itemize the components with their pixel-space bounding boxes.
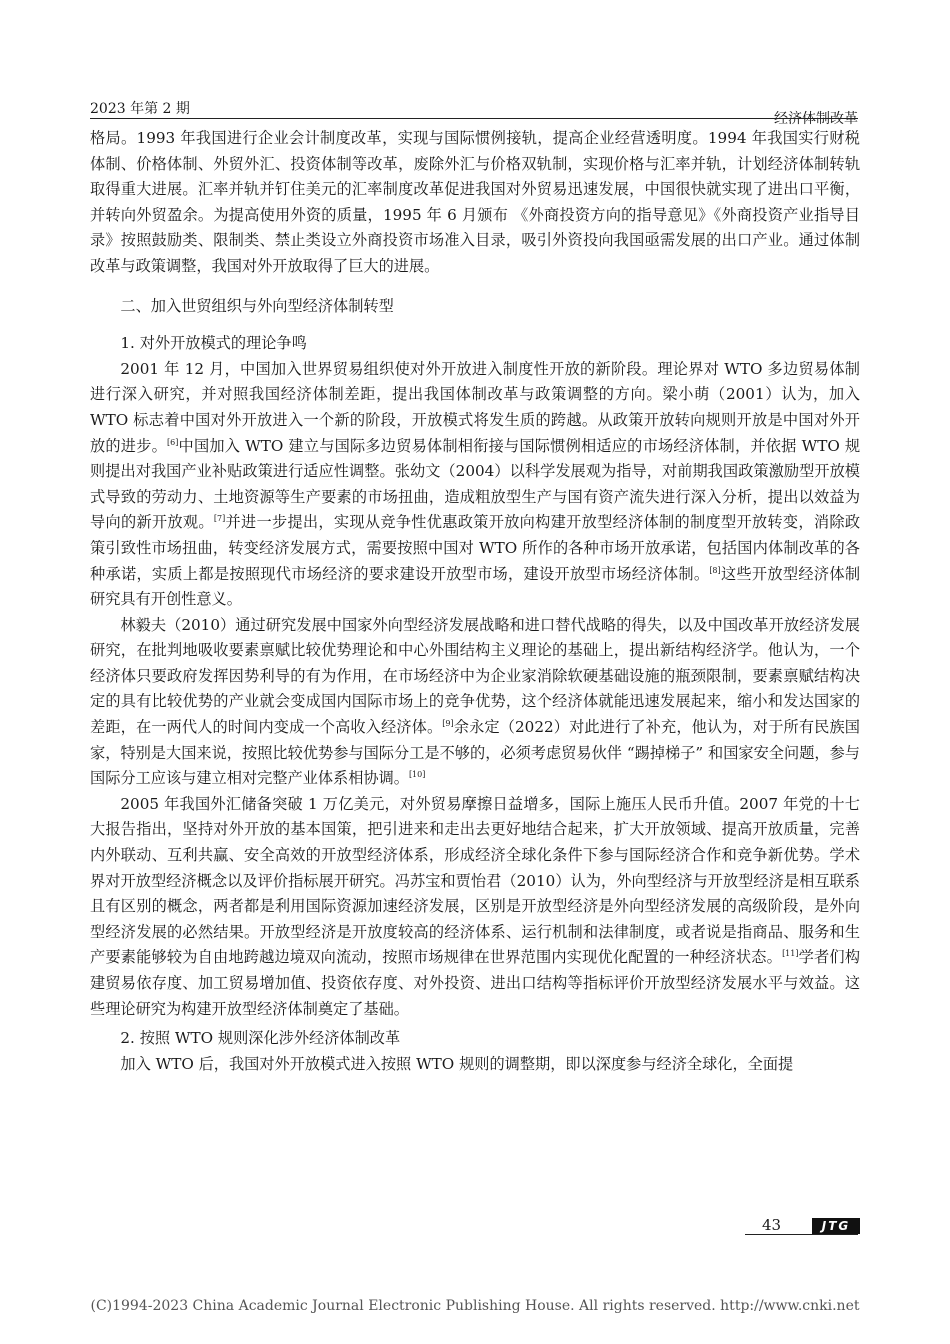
subsection-heading-1: 1. 对外开放模式的理论争鸣 bbox=[120, 334, 307, 353]
paragraph-1-text-c: 并进一步提出，实现从竞争性优惠政策开放向构建开放型经济体制的制度型开放转变，消除政策引致性市场扭曲，转变经济发展方式，需要按照中国对 WTO 所作的各种市场开放承诺，包括国内体制改革的各种承诺，实质上都是按照现代市场经济的要求建设开放型市场，建设开放型市场经济体制。 bbox=[90, 513, 861, 583]
paragraph-1-text-a: 2001 年 12 月，中国加入世界贸易组织使对外开放进入制度性开放的新阶段。理论界对 WTO 多边贸易体制进行深入研究，并对照我国经济体制差距，提出我国体制改革与政策调整的方向。梁小萌（2001）认为，加入 WTO 标志着中国对外开放进入一个新的阶段，开放模式将发生质的跨越。从政策开放转向规则开放是中国对外开放的进步。 bbox=[90, 359, 860, 455]
citation-7: [7] bbox=[213, 514, 226, 524]
article-body bbox=[90, 126, 860, 1077]
paragraph-3-text-b: 学者们构建贸易依存度、加工贸易增加值、投资依存度、对外投资、进出口结构等指标评价开放型经济发展水平与效益。这些理论研究为构建开放型经济体制奠定了基础。 bbox=[90, 948, 861, 1018]
journal-logo: JTG bbox=[812, 1218, 860, 1234]
header-issue: 2023 年第 2 期 bbox=[90, 101, 190, 117]
copyright-notice: (C)1994-2023 China Academic Journal Electronic Publishing House. All rights reserved. http://www.cnki.net bbox=[90, 1298, 860, 1314]
paragraph-continued: 格局。1993 年我国进行企业会计制度改革，实现与国际惯例接轨，提高企业经营透明度。1994 年我国实行财税体制、价格体制、外贸外汇、投资体制等改革，废除外汇与价格双轨制，实现价格与汇率并轨，计划经济体制转轨取得重大进展。汇率并轨并钉住美元的汇率制度改革促进我国对外贸易迅速发展，中国很快就实现了进出口平衡，并转向外贸盈余。为提高使用外资的质量，1995 年 6 月颁布 《外商投资方向的指导意见》《外商投资产业指导目录》按照鼓励类、限制类、禁止类设立外商投资市场准入目录，吸引外资投向我国亟需发展的出口产业。通过体制改革与政策调整，我国对外开放取得了巨大的进展。 bbox=[90, 129, 860, 275]
paragraph-4: 加入 WTO 后，我国对外开放模式进入按照 WTO 规则的调整期，即以深度参与经济全球化，全面提 bbox=[120, 1054, 794, 1073]
section-heading: 二、加入世贸组织与外向型经济体制转型 bbox=[120, 296, 394, 315]
paragraph-2-text-a: 林毅夫（2010）通过研究发展中国家外向型经济发展战略和进口替代战略的得失，以及中国改革开放经济发展研究，在批判地吸收要素禀赋比较优势理论和中心外围结构主义理论的基础上，提出新结构经济学。他认为，一个经济体只要政府发挥因势利导的有为作用，在市场经济中为企业家消除软硬基础设施的瓶颈限制，要素禀赋结构决定的具有比较优势的产业就会变成国内国际市场上的竞争优势，这个经济体就能迅速发展起来，缩小和发达国家的差距，在一两代人的时间内变成一个高收入经济体。 bbox=[90, 615, 860, 737]
page-number: 43 bbox=[762, 1216, 782, 1234]
paragraph-2-text-b: 余永定（2022）对此进行了补充，他认为，对于所有民族国家，特别是大国来说，按照比较优势参与国际分工是不够的，必须考虑贸易伙伴 “踢掉梯子” 和国家安全问题，参与国际分工应该与建立相对完整产业体系相协调。 bbox=[90, 718, 860, 788]
header-rule bbox=[90, 118, 858, 119]
footer-rule bbox=[745, 1234, 858, 1235]
paragraph-1-text-d: 这些开放型经济体制研究具有开创性意义。 bbox=[90, 564, 861, 609]
header-journal: 经济体制改革 bbox=[774, 111, 858, 127]
citation-10: [10] bbox=[408, 770, 426, 780]
paragraph-2 bbox=[90, 613, 860, 792]
paragraph-1 bbox=[90, 357, 860, 613]
citation-6: [6] bbox=[167, 437, 179, 447]
citation-9: [9] bbox=[442, 719, 454, 728]
paragraph-3 bbox=[90, 792, 860, 1022]
paragraph-1-text-b: 中国加入 WTO 建立与国际多边贸易体制相衔接与国际惯例相适应的市场经济体制，并依据 WTO 规则提出对我国产业补贴政策进行适应性调整。张幼文（2004）以科学发展观为指导，对前期我国政策激励型开放模式导致的劳动力、土地资源等生产要素的市场扭曲，造成粗放型生产与国有资产流失进行深入分析，提出以效益为导向的新开放观。 bbox=[90, 436, 861, 532]
paragraph-3-text-a: 2005 年我国外汇储备突破 1 万亿美元，对外贸易摩擦日益增多，国际上施压人民币升值。2007 年党的十七大报告指出，坚持对外开放的基本国策，把引进来和走出去更好地结合起来，扩大开放领域、提高开放质量，完善内外联动、互利共赢、安全高效的开放型经济体系，形成经济全球化条件下参与国际经济合作和竞争新优势。学术界对开放型经济概念以及评价指标展开研究。冯苏宝和贾怡君（2010）认为，外向型经济与开放型经济是相互联系且有区别的概念，两者都是利用国际资源加速经济发展，区别是开放型经济是外向型经济发展的高级阶段，是外向型经济发展的必然结果。开放型经济是开放度较高的经济体系、运行机制和法律制度，或者说是指商品、服务和生产要素能够较为自由地跨越边境双向流动，按照市场规律在世界范围内实现优化配置的一种经济状态。 bbox=[90, 794, 860, 967]
subsection-heading-2: 2. 按照 WTO 规则深化涉外经济体制改革 bbox=[120, 1029, 401, 1048]
citation-11: [11] bbox=[782, 949, 799, 959]
citation-8: [8] bbox=[709, 565, 721, 575]
